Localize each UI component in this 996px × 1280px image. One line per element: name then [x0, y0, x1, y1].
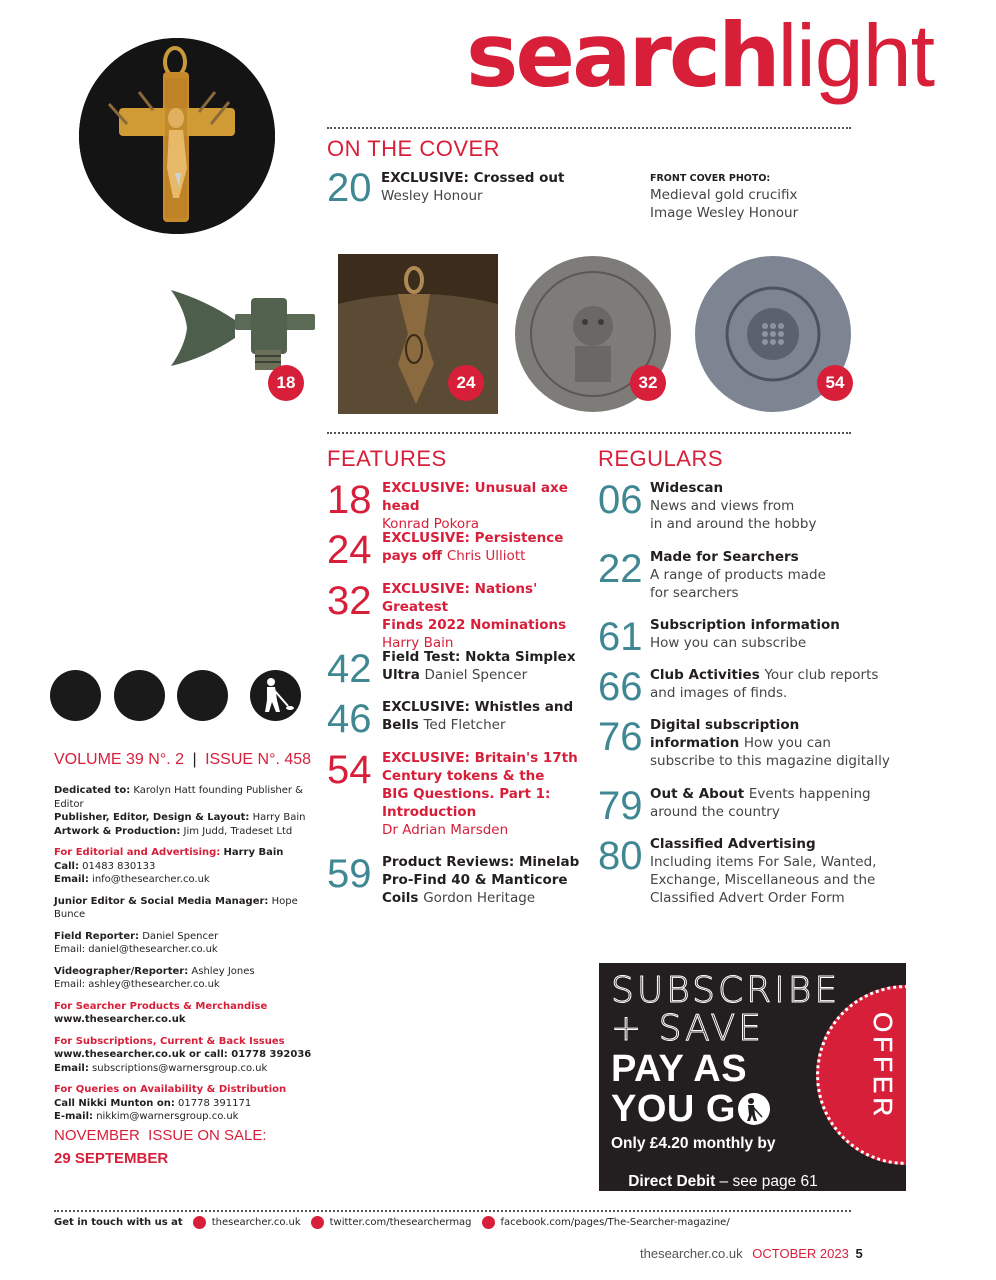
products-web[interactable]: www.thesearcher.co.uk: [54, 1014, 186, 1025]
junior-name: Hope Bunce: [54, 895, 298, 920]
feature-title: Field Test: Nokta Simplex: [382, 649, 576, 665]
cover-photo-label: FRONT COVER PHOTO:: [650, 173, 771, 184]
feature-title: EXCLUSIVE: Britain's 17th: [382, 750, 578, 766]
direct-debit-label: Direct Debit: [628, 1173, 716, 1190]
feature-title: EXCLUSIVE: Nations' Greatest: [382, 581, 538, 615]
feature-title: EXCLUSIVE: Unusual axe head: [382, 480, 568, 514]
feature-number: 46: [327, 697, 372, 741]
subs-label: For Subscriptions, Current & Back Issues: [54, 1035, 285, 1047]
call-number[interactable]: 01483 830133: [82, 860, 156, 872]
on-sale-label: NOVEMBER ISSUE ON SALE:: [54, 1127, 267, 1144]
regular-number: 79: [598, 784, 643, 828]
feature-number: 54: [327, 748, 372, 792]
folio-page: 5: [855, 1246, 863, 1261]
field-label: Field Reporter:: [54, 930, 140, 942]
feature-title-2: pays off: [382, 548, 443, 564]
regular-desc-2: for searchers: [650, 585, 739, 601]
divider-top: [327, 127, 851, 129]
feature-title-4: Introduction: [382, 804, 477, 820]
feature-title: EXCLUSIVE: Whistles and: [382, 699, 574, 715]
cover-author: Wesley Honour: [381, 188, 483, 204]
video-name: Ashley Jones: [191, 965, 255, 977]
regular-title: Digital subscription: [650, 717, 800, 733]
facebook-icon: [482, 1216, 495, 1229]
subs-email[interactable]: subscriptions@warnersgroup.co.uk: [92, 1062, 268, 1074]
email-link[interactable]: info@thesearcher.co.uk: [92, 874, 210, 885]
feature-number: 59: [327, 852, 372, 896]
cover-heading: ON THE COVER: [327, 136, 501, 161]
call-label: Call:: [54, 860, 79, 872]
cover-photo-line2: Image Wesley Honour: [650, 205, 799, 221]
regular-inline: Your club reports: [764, 667, 879, 683]
crucifix-image: [79, 38, 275, 234]
offer-label: OFFER: [868, 1012, 898, 1121]
regular-desc-1: How you can subscribe: [650, 635, 807, 651]
feature-title-3: BIG Questions. Part 1:: [382, 786, 551, 802]
axe-head-icon: [165, 280, 325, 380]
offer-badge[interactable]: [816, 985, 996, 1165]
features-heading: FEATURES: [327, 446, 447, 471]
subscribe-line5: Only £4.20 monthly by: [611, 1135, 776, 1152]
feature-title-3: Coils: [382, 890, 419, 906]
regular-desc-1: subscribe to this magazine digitally: [650, 753, 890, 769]
queries-call-label: Call Nikki Munton on:: [54, 1097, 175, 1109]
cover-photo-credit: [650, 172, 870, 222]
email-label: Email:: [54, 874, 89, 885]
feature-title-2: Bells: [382, 717, 419, 733]
credits: [54, 784, 319, 1132]
publisher-label: Publisher, Editor, Design & Layout:: [54, 812, 250, 823]
artwork-label: Artwork & Production:: [54, 825, 181, 837]
facebook-link[interactable]: facebook.com/pages/The-Searcher-magazine/: [500, 1217, 730, 1228]
divider-bottom: [54, 1210, 851, 1212]
on-sale-date: 29 SEPTEMBER: [54, 1150, 169, 1167]
subscribe-line6: [611, 1155, 818, 1209]
feature-author: Ted Fletcher: [423, 717, 506, 733]
regular-title: Out & About: [650, 786, 745, 802]
see-page-label: – see page 61: [715, 1173, 818, 1190]
regular-title: Classified Advertising: [650, 836, 816, 852]
queries-label: For Queries on Availability & Distribution: [54, 1084, 287, 1095]
folio: [640, 1246, 863, 1261]
twitter-link[interactable]: twitter.com/thesearchermag: [329, 1217, 472, 1228]
dot-3: [177, 670, 228, 721]
cover-story[interactable]: [381, 169, 641, 205]
regular-desc-2: in and around the hobby: [650, 516, 817, 532]
feature-number: 18: [327, 478, 372, 522]
feature-title-2: Finds 2022 Nominations: [382, 617, 567, 633]
feature-title-2: Century tokens & the: [382, 768, 545, 784]
volume-number: VOLUME 39 N°. 2: [54, 751, 184, 768]
field-name: Daniel Spencer: [142, 930, 219, 942]
queries-email-label: E-mail:: [54, 1111, 94, 1122]
editorial-label: For Editorial and Advertising:: [54, 847, 221, 858]
regular-desc-1: A range of products made: [650, 567, 826, 583]
feature-number: 42: [327, 647, 372, 691]
masthead: searchlight: [466, 4, 935, 107]
field-email[interactable]: Email: daniel@thesearcher.co.uk: [54, 944, 218, 955]
feature-author: Harry Bain: [382, 635, 454, 651]
junior-label: Junior Editor & Social Media Manager:: [54, 895, 269, 907]
regular-inline: How you can: [743, 735, 831, 751]
subscribe-line3: PAY AS: [611, 1048, 748, 1090]
editorial-name: Harry Bain: [223, 847, 284, 858]
regular-title-2: information: [650, 735, 740, 751]
twitter-icon: [311, 1216, 324, 1229]
video-label: Videographer/Reporter:: [54, 965, 189, 977]
regular-number: 76: [598, 715, 643, 759]
dot-1: [50, 670, 101, 721]
feature-number: 32: [327, 579, 372, 623]
regular-title: Widescan: [650, 480, 724, 496]
regular-title: Made for Searchers: [650, 549, 799, 565]
cover-title: EXCLUSIVE: Crossed out: [381, 170, 565, 186]
detector-o-icon: [738, 1093, 770, 1125]
web-icon: [193, 1216, 206, 1229]
regular-title: Club Activities: [650, 667, 760, 683]
thumb-axe[interactable]: [165, 280, 325, 380]
cover-number[interactable]: 20: [327, 166, 372, 210]
regular-number: 61: [598, 615, 643, 659]
queries-email[interactable]: nikkim@warnersgroup.co.uk: [96, 1111, 239, 1122]
regular-number: 66: [598, 665, 643, 709]
folio-month: OCTOBER 2023: [752, 1246, 849, 1261]
feature-author: Chris Ulliott: [446, 548, 526, 564]
feature-title: Product Reviews: Minelab: [382, 854, 580, 870]
regular-inline: Events happening: [748, 786, 871, 802]
feature-author: Dr Adrian Marsden: [382, 822, 509, 838]
artwork-text: Jim Judd, Tradeset Ltd: [183, 825, 293, 837]
regular-desc-1: News and views from: [650, 498, 795, 514]
thumb-badge-3[interactable]: 32: [630, 365, 666, 401]
regular-desc-1: and images of finds.: [650, 685, 788, 701]
thumb-badge-1[interactable]: 18: [268, 365, 304, 401]
divider-mid: [327, 432, 851, 434]
thumb-badge-2[interactable]: 24: [448, 365, 484, 401]
web-link[interactable]: thesearcher.co.uk: [211, 1217, 301, 1228]
regular-desc-2: Exchange, Miscellaneous and the: [650, 872, 876, 888]
feature-title-2: Pro-Find 40 & Manticore: [382, 872, 568, 888]
volume-line: [54, 751, 311, 769]
feature-title: EXCLUSIVE: Persistence: [382, 530, 564, 546]
subscribe-line2: + SAVE: [611, 1008, 764, 1049]
products-label: For Searcher Products & Merchandise: [54, 1000, 268, 1012]
crucifix-icon: [79, 38, 275, 234]
queries-call[interactable]: 01778 391171: [178, 1097, 252, 1109]
subscribe-line4: YOU G: [611, 1088, 736, 1130]
feature-title-2: Ultra: [382, 667, 420, 683]
video-email[interactable]: Email: ashley@thesearcher.co.uk: [54, 979, 220, 990]
subscribe-line4-wrap: [611, 1089, 770, 1129]
regulars-heading: REGULARS: [598, 446, 724, 471]
regular-desc-1: Including items For Sale, Wanted,: [650, 854, 877, 870]
folio-site: thesearcher.co.uk: [640, 1246, 743, 1261]
thumb-badge-4[interactable]: 54: [817, 365, 853, 401]
cover-photo-line1: Medieval gold crucifix: [650, 187, 798, 203]
feature-author: Daniel Spencer: [424, 667, 528, 683]
regular-number: 06: [598, 478, 643, 522]
regular-title: Subscription information: [650, 617, 840, 633]
footer-contacts: [54, 1216, 730, 1229]
regular-desc-1: around the country: [650, 804, 780, 820]
regular-number: 22: [598, 547, 643, 591]
dedicated-text: Karolyn Hatt founding Publisher & Editor: [54, 785, 303, 810]
feature-number: 24: [327, 528, 372, 572]
subs-email-label: Email:: [54, 1062, 89, 1074]
issue-number: ISSUE N°. 458: [205, 751, 312, 768]
publisher-text: Harry Bain: [252, 812, 306, 823]
subs-web[interactable]: www.thesearcher.co.uk or call: 01778 392036: [54, 1049, 312, 1060]
dedicated-label: Dedicated to:: [54, 785, 131, 796]
regular-desc-3: Classified Advert Order Form: [650, 890, 845, 906]
subscribe-line1: SUBSCRIBE: [611, 970, 841, 1011]
regular-number: 80: [598, 834, 643, 878]
feature-author: Gordon Heritage: [423, 890, 536, 906]
contact-label: Get in touch with us at: [54, 1217, 183, 1228]
detectorist-icon: [250, 670, 301, 721]
feature-author: Konrad Pokora: [382, 516, 480, 532]
dot-2: [114, 670, 165, 721]
brand-dots: [50, 670, 310, 722]
volume-separator: |: [192, 751, 197, 768]
